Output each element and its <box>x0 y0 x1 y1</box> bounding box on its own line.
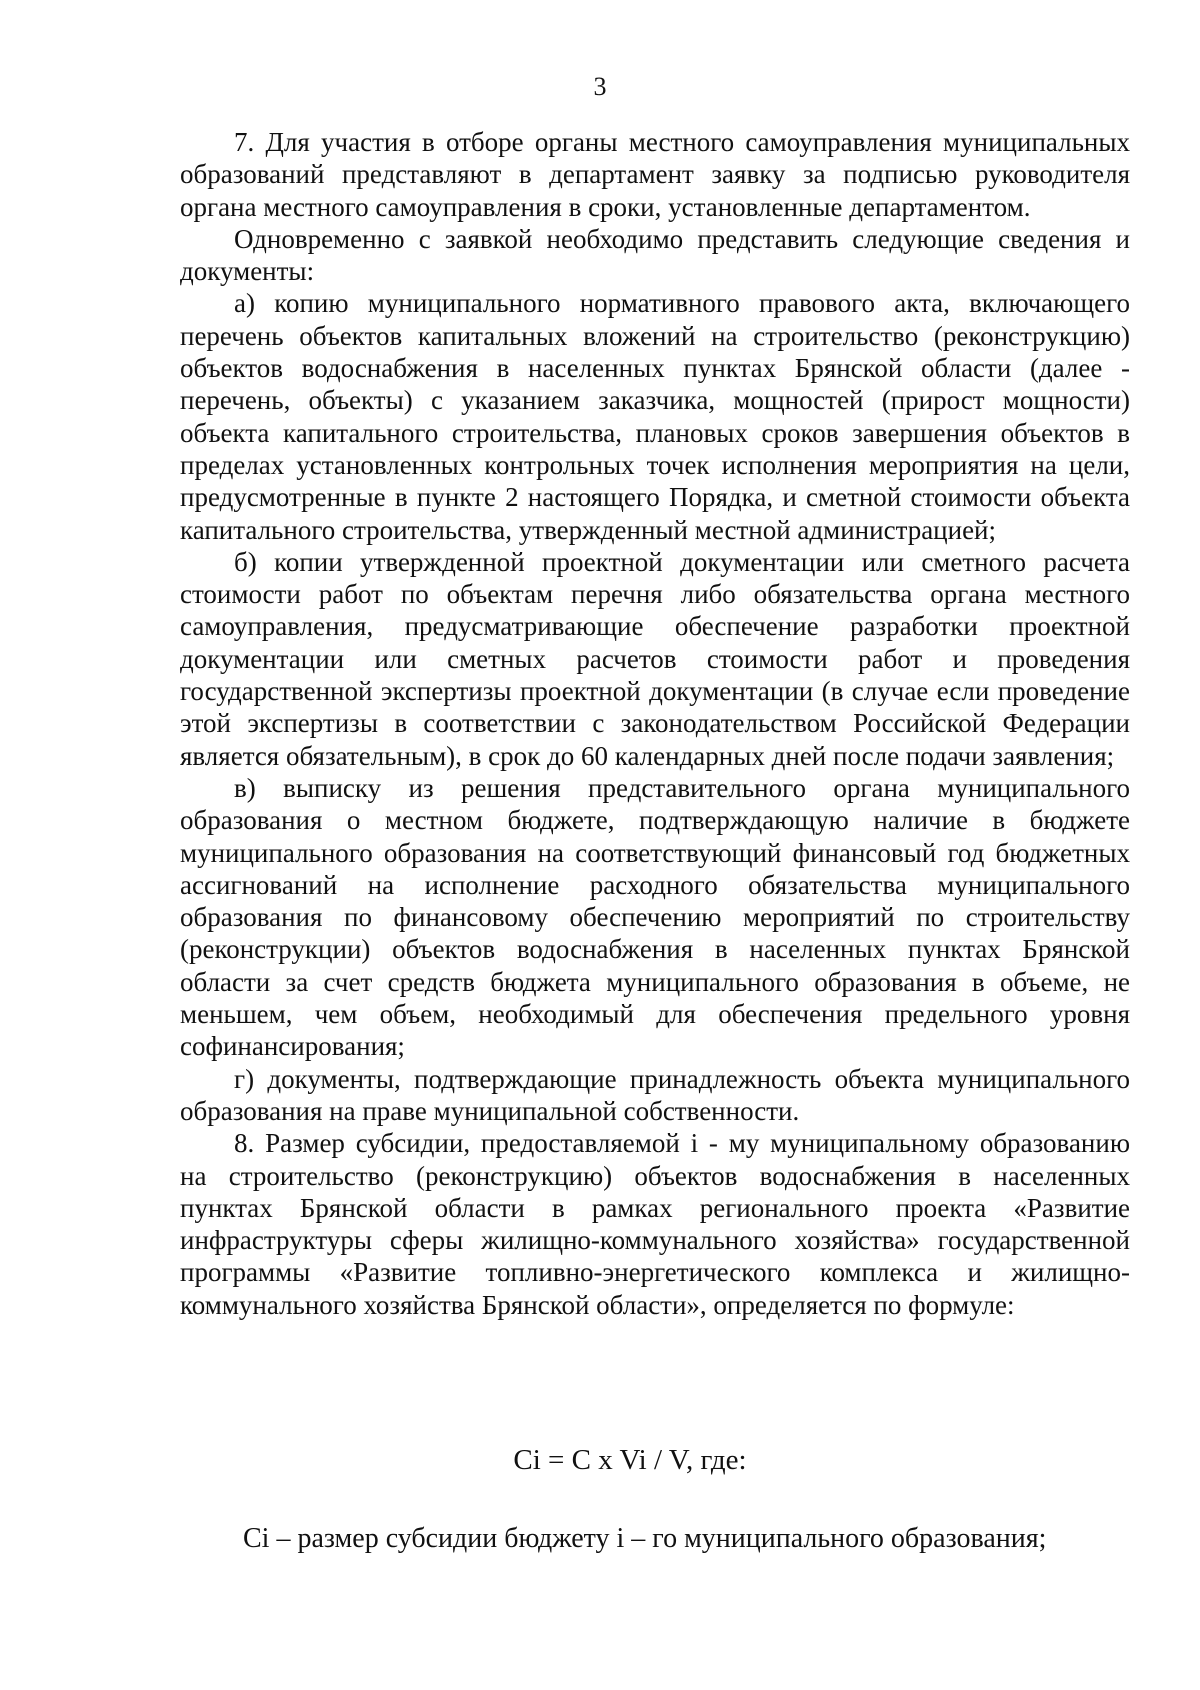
formula-definition: Ci – размер субсидии бюджету i – го муниципального образования; <box>243 1523 1047 1554</box>
document-body <box>180 126 1130 1321</box>
paragraph-item-7: 7. Для участия в отборе органы местного самоуправления муниципальных образований представляют в департамент заявку за подписью руководителя органа местного самоуправления в сроки, установленные департаментом. <box>180 127 1130 222</box>
paragraph-subitem-g: г) документы, подтверждающие принадлежность объекта муниципального образования на праве муниципальной собственности. <box>180 1063 1130 1126</box>
paragraph-subitem-b: б) копии утвержденной проектной документации или сметного расчета стоимости работ по объектам перечня либо обязательства органа местного самоуправления, предусматривающие обеспечение разработки проектной документации или сметных расчетов стоимости работ и проведения государственной экспертизы проектной документации (в случае если проведение этой экспертизы в соответствии с законодательством Российской Федерации является обязательным), в срок до 60 календарных дней после подачи заявления; <box>180 546 1130 771</box>
page-number: 3 <box>593 72 607 101</box>
paragraph-subitem-v: в) выписку из решения представительного органа муниципального образования о местном бюджете, подтверждающую наличие в бюджете муниципального образования на соответствующий финансовый год бюджетных ассигнований на исполнение расходного обязательства муниципального образования по финансовому обеспечению мероприятий по строительству (реконструкции) объектов водоснабжения в населенных пунктах Брянской области за счет средств бюджета муниципального образования в объеме, не меньшем, чем объем, необходимый для обеспечения предельного уровня софинансирования; <box>180 772 1130 1062</box>
paragraph-item-8: 8. Размер субсидии, предоставляемой i - му муниципальному образованию на строительство (реконструкцию) объектов водоснабжения в населенных пунктах Брянской области в рамках регионального проекта «Развитие инфраструктуры сферы жилищно-коммунального хозяйства» государственной программы «Развитие топливно-энергетического комплекса и жилищно-коммунального хозяйства Брянской области», определяется по формуле: <box>180 1128 1130 1320</box>
paragraph-documents-intro: Одновременно с заявкой необходимо представить следующие сведения и документы: <box>180 223 1130 287</box>
paragraph-subitem-a: а) копию муниципального нормативного правового акта, включающего перечень объектов капитальных вложений на строительство (реконструкцию) объектов водоснабжения в населенных пунктах Брянской области (далее - перечень, объекты) с указанием заказчика, мощностей (прирост мощности) объекта капитального строительства, плановых сроков завершения объектов в пределах установленных контрольных точек исполнения мероприятия на цели, предусмотренные в пункте 2 настоящего Порядка, и сметной стоимости объекта капитального строительства, утвержденный местной администрацией; <box>180 288 1130 545</box>
subsidy-formula: Ci = C x Vi / V, где: <box>513 1444 747 1476</box>
